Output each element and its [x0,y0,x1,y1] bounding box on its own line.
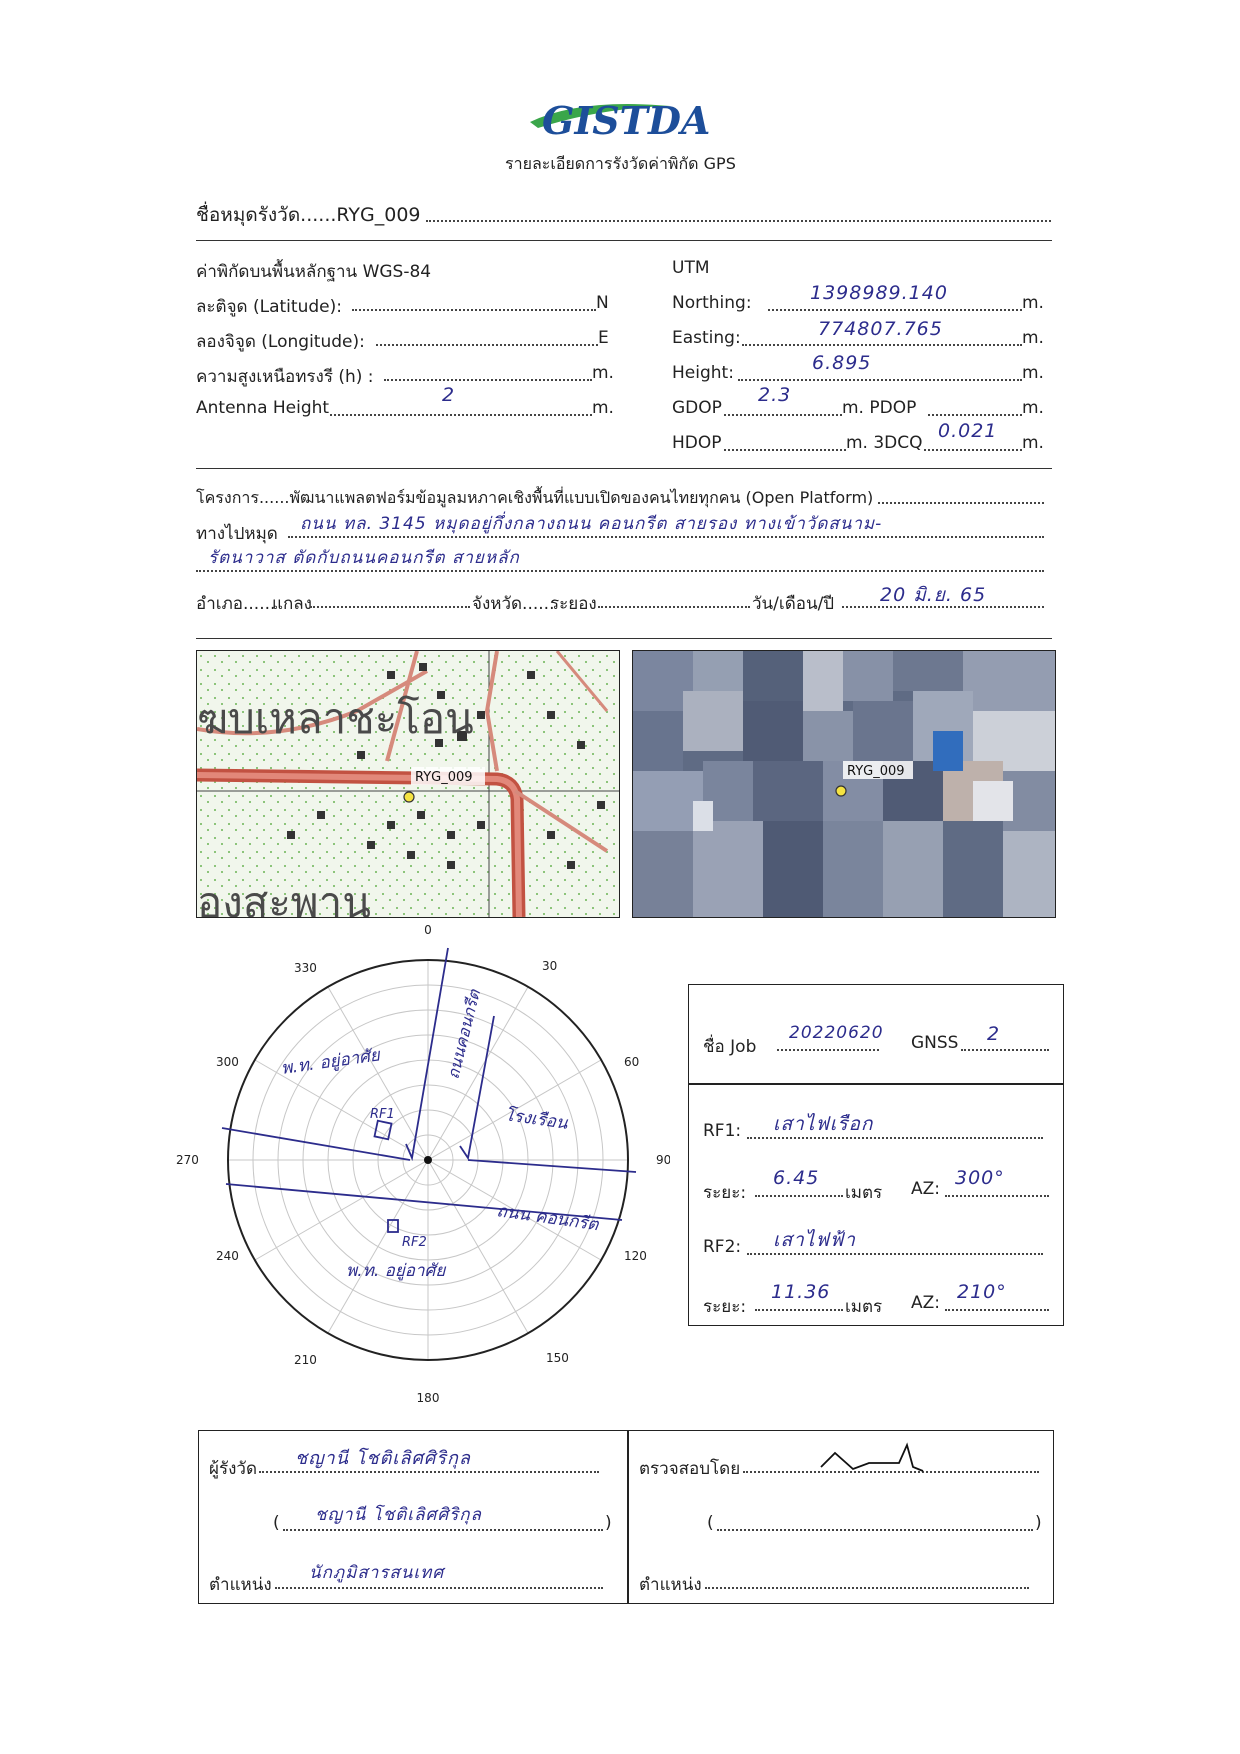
project-row [196,486,873,511]
lat-label: ละติจูด (Latitude): [196,297,342,317]
date-label: วัน/เดือน/ปี [752,594,835,614]
signature-box [198,1430,1054,1604]
pdop-unit: m. [1022,398,1044,418]
note-rf1: RF1 [370,1107,395,1122]
surveyor-name: ชญานี โชติเลิศศิริกุล [295,1448,471,1469]
note-rf2: RF2 [402,1235,427,1250]
gdop-value: 2.3 [758,384,792,406]
antenna-label: Antenna Height [196,398,330,418]
job-label: ชื่อ Job [703,1037,757,1057]
angle-label: 240 [216,1249,239,1263]
h-label: ความสูงเหนือทรงรี (h) : [196,367,374,387]
angle-label: 90 [656,1153,670,1167]
rf2-dist: 11.36 [771,1281,831,1303]
angle-label: 120 [624,1249,647,1263]
angle-label: 0 [424,923,432,937]
rf2-az-label: AZ: [911,1293,941,1313]
checker-label: ตรวจสอบโดย [639,1459,741,1479]
note-road-east: ถนน คอนกรีต [495,1201,600,1236]
checker-open-paren: ( [707,1513,714,1533]
rf2-label: RF2: [703,1237,742,1257]
angle-label: 270 [176,1153,199,1167]
surveyor-name-paren: ชญานี โชติเลิศศิริกุล [315,1505,482,1525]
route-label: ทางไปหมุด [196,524,278,544]
map-text-top: ฆบเหลาชะโอน [197,694,474,743]
rf1-dist: 6.45 [773,1167,820,1189]
note-road-north: ถนนคอนกรีต [443,987,485,1081]
easting-label: Easting: [672,328,741,348]
station-value: RYG_009 [336,204,421,226]
map-text-bottom: องสะพาน [197,878,371,917]
northing-value: 1398989.140 [810,282,948,304]
gdop-label: GDOP [672,398,722,418]
position-label: ตำแหน่ง [209,1575,272,1595]
angle-label: 180 [416,1391,440,1405]
pdop-label: m. PDOP [842,398,917,418]
dcq-label: m. 3DCQ [846,433,923,453]
gnss-value: 2 [987,1023,1001,1045]
utm-title: UTM [672,258,710,278]
obstruction-diagram [170,920,670,1420]
angle-label: 60 [624,1055,640,1069]
rf1-value: เสาไฟเรือก [773,1113,874,1135]
angle-label: 210 [294,1353,317,1367]
rf1-az: 300° [955,1167,1005,1189]
map-marker-label: RYG_009 [415,770,473,785]
rf2-meter: เมตร [845,1297,883,1317]
satellite-image [632,650,1056,918]
project-value: พัฒนาแพลตฟอร์มข้อมูลมหภาคเชิงพื้นที่แบบเปิดของคนไทยทุกคน (Open Platform) [289,488,874,507]
station-marker-icon [404,792,414,802]
h-unit: m. [592,363,614,383]
height-label: Height: [672,363,734,383]
job-value: 20220620 [789,1023,884,1043]
angle-label: 330 [294,961,317,975]
rf1-az-label: AZ: [911,1179,941,1199]
province-label: จังหวัด...... [472,594,555,614]
height-unit: m. [1022,363,1044,383]
angle-label: 300 [216,1055,239,1069]
rf2-value: เสาไฟฟ้า [773,1229,856,1251]
wgs-title: ค่าพิกัดบนพื้นหลักฐาน WGS-84 [196,262,432,282]
station-row [196,200,1051,226]
note-sw: พ.ท. อยู่อาศัย [346,1261,446,1281]
route-line1: ถนน ทล. 3145 หมุดอยู่กึ่งกลางถนน คอนกรีต สายรอง ทางเข้าวัดสนาม- [300,514,883,534]
topo-map [196,650,620,918]
amphoe-label: อำเภอ...... [196,594,276,614]
logo-text: GISTDA [542,98,711,143]
antenna-unit: m. [592,398,614,418]
dcq-value: 0.021 [938,420,998,442]
checker-signature [819,1441,929,1477]
gnss-label: GNSS [911,1033,959,1053]
hdop-label: HDOP [672,433,722,453]
rf2-az: 210° [957,1281,1007,1303]
province-value: ระยอง [550,594,597,614]
lon-unit: E [598,328,609,348]
rf1-meter: เมตร [845,1183,883,1203]
rf1-label: RF1: [703,1121,742,1141]
page-subtitle: รายละเอียดการรังวัดค่าพิกัด GPS [505,154,736,173]
easting-value: 774807.765 [818,318,943,340]
rf1-dist-label: ระยะ: [703,1183,747,1203]
open-paren: ( [273,1513,280,1533]
note-factory: โรงเรือน [503,1105,569,1134]
antenna-value: 2 [442,384,456,406]
lat-unit: N [596,293,609,313]
height-value: 6.895 [812,352,872,374]
northing-label: Northing: [672,293,752,313]
note-nw: พ.ท. อยู่อาศัย [279,1045,382,1079]
lon-label: ลองจิจูด (Longitude): [196,332,365,352]
project-label: โครงการ...... [196,488,290,507]
logo [520,88,720,144]
angle-label: 30 [542,959,558,973]
checker-position-label: ตำแหน่ง [639,1575,702,1595]
station-label: ชื่อหมุดรังวัด...... [196,204,337,226]
date-value: 20 มิ.ย. 65 [880,584,987,606]
close-paren: ) [605,1513,612,1533]
easting-unit: m. [1022,328,1044,348]
route-line2: รัตนาวาส ตัดกับถนนคอนกรีต สายหลัก [208,548,520,568]
rf2-dist-label: ระยะ: [703,1297,747,1317]
angle-label: 150 [546,1351,569,1365]
checker-close-paren: ) [1035,1513,1042,1533]
surveyor-position: นักภูมิสารสนเทศ [309,1563,445,1583]
sat-station-marker-icon [836,786,846,796]
dcq-unit: m. [1022,433,1044,453]
surveyor-label: ผู้รังวัด [209,1459,257,1479]
amphoe-value: แกลง [272,594,312,614]
job-box [688,984,1064,1326]
northing-unit: m. [1022,293,1044,313]
sat-marker-label: RYG_009 [847,764,905,779]
